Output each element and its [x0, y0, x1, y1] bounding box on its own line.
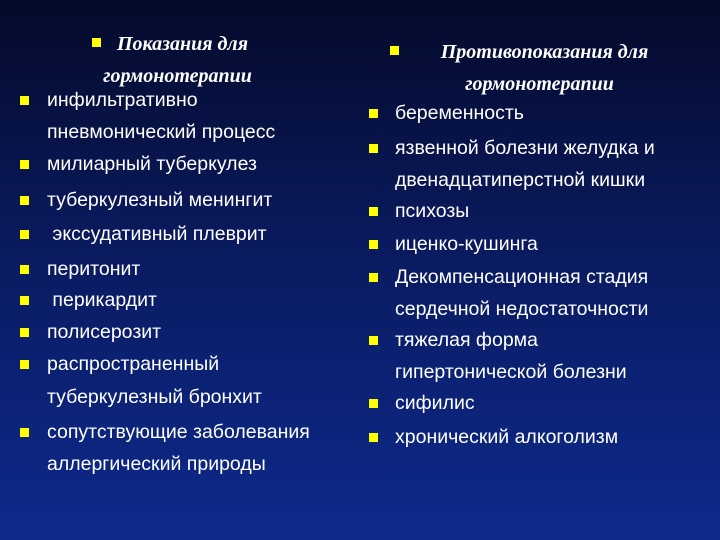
- bullet-icon: [369, 336, 378, 345]
- indications-heading-line-2: гормонотерапии: [103, 65, 252, 87]
- bullet-icon: [369, 207, 378, 216]
- bullet-icon: [20, 428, 29, 437]
- list-item-text: милиарный туберкулез: [47, 153, 257, 175]
- bullet-icon: [20, 265, 29, 274]
- list-item-text: двенадцатиперстной кишки: [395, 169, 646, 191]
- list-item-text: сердечной недостаточности: [395, 298, 649, 320]
- list-item-text: гипертонической болезни: [395, 361, 627, 383]
- list-item-text: инфильтративно: [47, 89, 198, 111]
- list-item-text: хронический алкоголизм: [395, 426, 619, 448]
- list-item-text: туберкулезный бронхит: [47, 386, 262, 408]
- indications-heading: [0, 28, 355, 92]
- bullet-icon: [369, 399, 378, 408]
- list-item-text: перикардит: [47, 289, 157, 311]
- contraindications-heading-line-2: гормонотерапии: [465, 73, 614, 95]
- bullet-icon: [369, 144, 378, 153]
- list-item-text: распространенный: [47, 353, 220, 375]
- bullet-icon: [20, 360, 29, 369]
- list-item-text: полисерозит: [47, 321, 162, 343]
- list-item-text: сопутствующие заболевания: [47, 421, 310, 443]
- list-item-text: тяжелая форма: [395, 329, 538, 351]
- list-item-text: сифилис: [395, 392, 475, 414]
- bullet-icon: [369, 433, 378, 442]
- bullet-icon: [20, 96, 29, 105]
- bullet-icon: [20, 196, 29, 205]
- list-item-text: пневмонический процесс: [47, 121, 276, 143]
- list-item-text: Декомпенсационная стадия: [395, 266, 649, 288]
- list-item-text: аллергический природы: [47, 453, 266, 475]
- list-item-text: беременность: [395, 102, 524, 124]
- bullet-icon: [20, 296, 29, 305]
- list-item-text: иценко-кушинга: [395, 233, 538, 255]
- list-item-text: психозы: [395, 200, 470, 222]
- contraindications-heading: [362, 36, 717, 100]
- bullet-icon: [369, 109, 378, 118]
- bullet-icon: [369, 273, 378, 282]
- bullet-icon: [369, 240, 378, 249]
- list-item-text: язвенной болезни желудка и: [395, 137, 655, 159]
- list-item-text: туберкулезный менингит: [47, 189, 273, 211]
- bullet-icon: [20, 230, 29, 239]
- bullet-icon: [20, 160, 29, 169]
- indications-heading-line-1: Показания для: [116, 33, 248, 55]
- heading-bullet-icon: [390, 46, 399, 55]
- list-item-text: перитонит: [47, 258, 141, 280]
- list-item-text: экссудативный плеврит: [47, 223, 267, 245]
- contraindications-heading-line-1: Противопоказания для: [440, 41, 649, 63]
- bullet-icon: [20, 328, 29, 337]
- heading-bullet-icon: [92, 38, 101, 47]
